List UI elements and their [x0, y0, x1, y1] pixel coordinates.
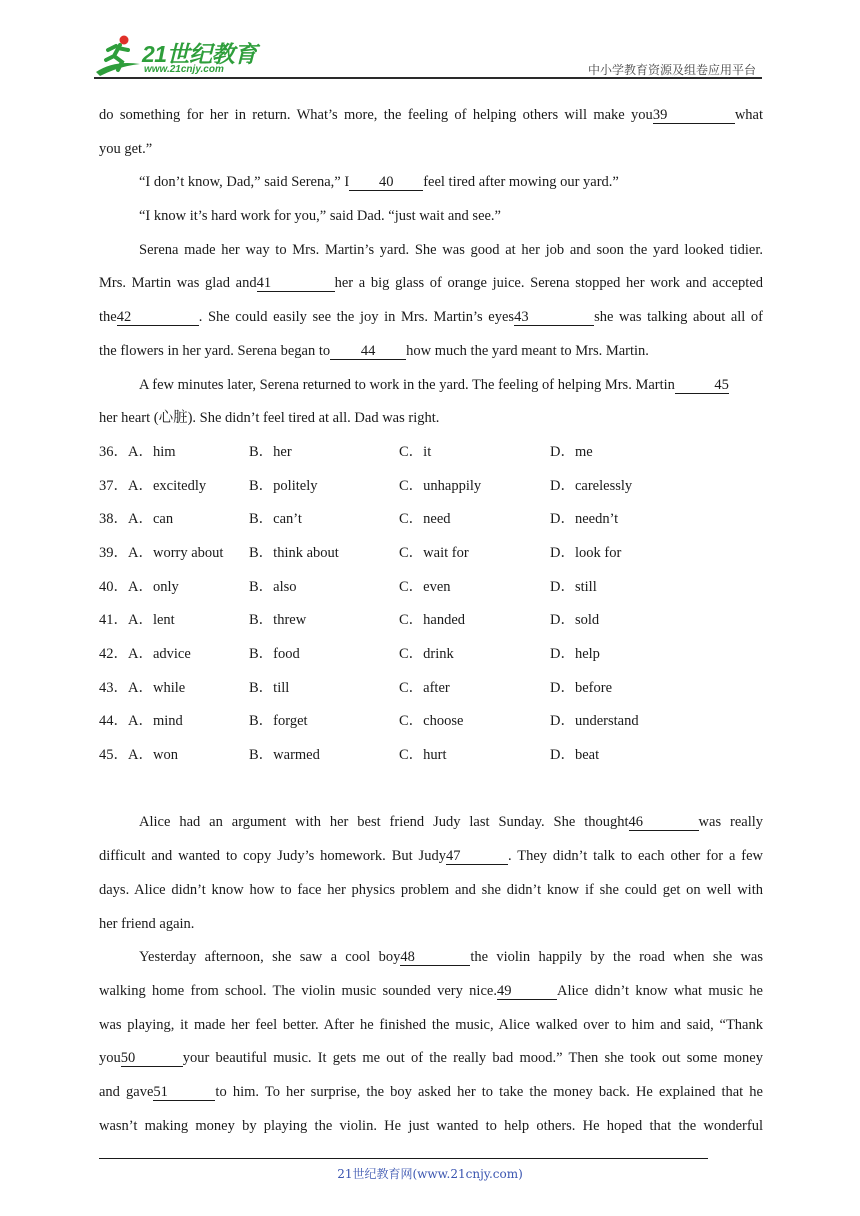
passage2-line: wasn’t making money by playing the violin. He just wanted to help others. He hoped that the wonderful — [99, 1117, 763, 1134]
passage2-line: difficult and wanted to copy Judy’s homework. But Judy47 . They didn’t talk to each other for a few — [99, 848, 764, 865]
header-divider — [94, 77, 762, 79]
blank-46: 46 — [629, 814, 699, 831]
passage1-line: “I don’t know, Dad,” said Serena,” I 40 feel tired after mowing our yard.” — [139, 174, 619, 191]
passage2-line: you50 your beautiful music. It gets me out of the really bad mood.” Then she took out some money — [99, 1050, 763, 1067]
question-37: 37．A．excitedly B．politely C．unhappily D．carelessly — [99, 477, 633, 494]
section-gap — [99, 773, 763, 807]
passage1-line: “I know it’s hard work for you,” said Dad. “just wait and see.” — [139, 208, 501, 225]
question-40: 40．A．only B．also C．even D．still — [99, 578, 597, 595]
question-41: 41．A．lent B．threw C．handed D．sold — [99, 612, 600, 629]
footer-divider — [99, 1158, 708, 1159]
blank-44: 44 — [330, 343, 406, 360]
passage1-line: the flowers in her yard. Serena began to 44 how much the yard meant to Mrs. Martin. — [99, 342, 649, 359]
question-42: 42．A．advice B．food C．drink D．help — [99, 646, 600, 662]
passage1-line: you get.” — [99, 140, 153, 157]
passage2-line: Yesterday afternoon, she saw a cool boy48 the violin happily by the road when she was — [139, 949, 764, 966]
passage1-line: Mrs. Martin was glad and41 her a big glass of orange juice. Serena stopped her work and accepted — [99, 275, 764, 292]
passage1-line: Serena made her way to Mrs. Martin’s yard. She was good at her job and soon the yard looked tidier. — [139, 241, 763, 258]
question-45: 45．A．won B．warmed C．hurt D．beat — [99, 747, 600, 764]
blank-51: 51 — [153, 1084, 215, 1101]
question-39: 39．A．worry about B．think about C．wait for D．look for — [99, 544, 622, 561]
blank-45: 45 — [675, 377, 729, 394]
blank-42: 42 — [117, 309, 199, 326]
question-38: 38．A．can B．can’t C．need D．needn’t — [99, 511, 619, 528]
header-tagline: 中小学教育资源及组卷应用平台 — [587, 63, 756, 77]
question-36: 36．A．him B．her C．it D．me — [99, 443, 593, 460]
blank-48: 48 — [400, 949, 470, 966]
passage2-line: was playing, it made her feel better. After he finished the music, Alice walked over to him and said, “Thank — [99, 1016, 763, 1033]
blank-39: 39 — [653, 107, 735, 124]
passage1-line: the42 . She could easily see the joy in Mrs. Martin’s eyes43 she was talking about all of — [99, 309, 763, 326]
blank-43: 43 — [514, 309, 594, 326]
runner-logo-icon — [94, 34, 146, 78]
document-body — [99, 99, 763, 1143]
page-header — [0, 0, 860, 80]
passage2-line: days. Alice didn’t know how to face her physics problem and she didn’t know if she could get on well with — [99, 881, 763, 898]
footer-text: 21世纪教育网(www.21cnjy.com) — [337, 1167, 523, 1181]
blank-41: 41 — [257, 275, 335, 292]
passage2-line: Alice had an argument with her best friend Judy last Sunday. She thought46 was really — [139, 814, 764, 831]
question-44: 44．A．mind B．forget C．choose D．understand — [99, 713, 639, 730]
passage1-line: A few minutes later, Serena returned to work in the yard. The feeling of helping Mrs. Martin 45 — [139, 376, 729, 393]
logo-url: www.21cnjy.com — [144, 64, 224, 75]
blank-49: 49 — [497, 983, 557, 1000]
blank-47: 47 — [446, 848, 508, 865]
passage1-line: her heart (心脏). She didn’t feel tired at all. Dad was right. — [99, 410, 440, 427]
passage2-line: walking home from school. The violin music sounded very nice.49 Alice didn’t know what music he — [99, 982, 763, 999]
passage2-line: and gave51 to him. To her surprise, the boy asked her to take the money back. He explained that he — [99, 1083, 763, 1100]
question-43: 43．A．while B．till C．after D．before — [99, 679, 613, 696]
blank-40: 40 — [349, 174, 423, 191]
blank-50: 50 — [121, 1050, 183, 1067]
passage2-line: her friend again. — [99, 915, 195, 932]
site-logo — [94, 34, 264, 78]
logo-text: 21世纪教育 — [142, 41, 257, 67]
passage1-line: do something for her in return. What’s more, the feeling of helping others will make you39 what — [99, 107, 763, 123]
